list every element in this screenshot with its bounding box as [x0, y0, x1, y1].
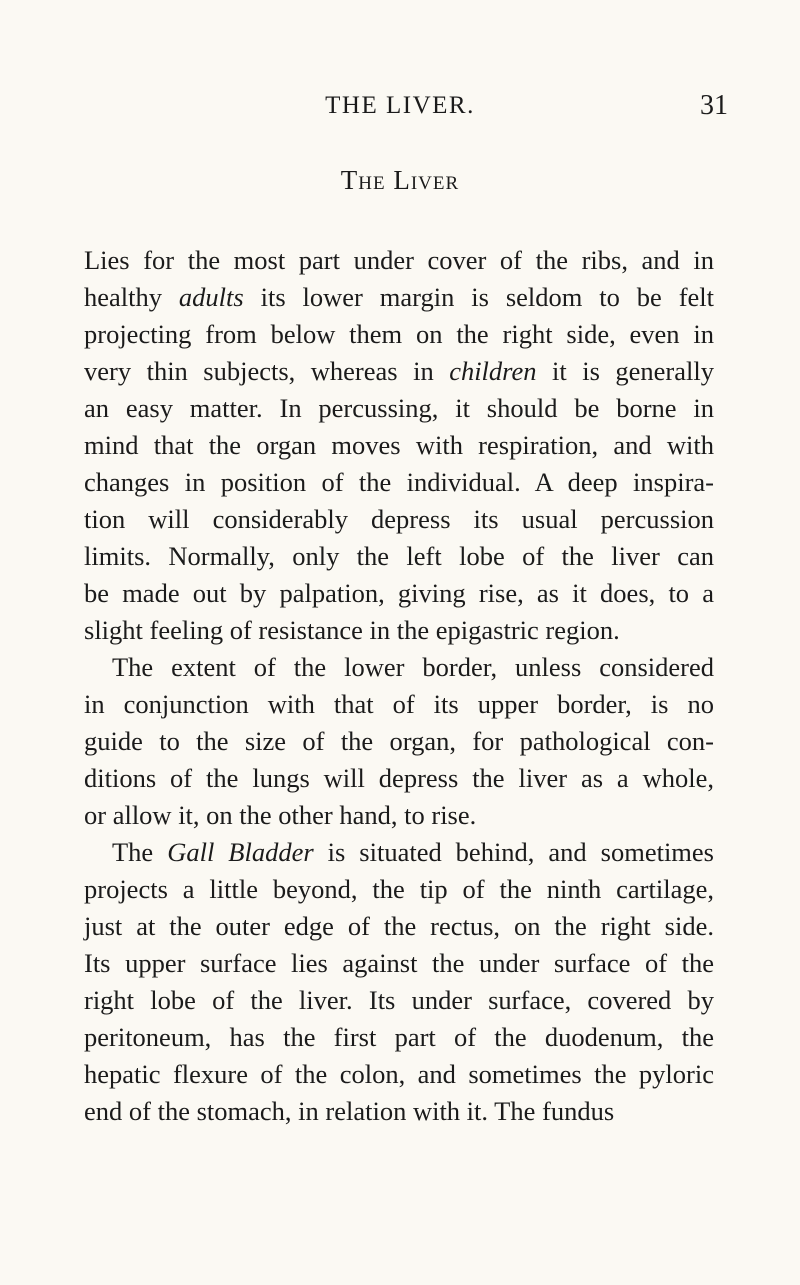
text-run: ditions of the lungs will depress the liver as a whole, [84, 763, 714, 793]
text-line [84, 575, 714, 612]
text-run: it is generally [536, 356, 714, 386]
text-run: mind that the organ moves with respiration, and with [84, 430, 714, 460]
text-line [84, 760, 714, 797]
text-run: its lower margin is seldom to be felt [243, 282, 715, 312]
text-line [84, 723, 714, 760]
text-run: projects a little beyond, the tip of the ninth cartilage, [84, 874, 714, 904]
text-line [84, 501, 714, 538]
text-line [84, 797, 714, 834]
text-line [84, 908, 714, 945]
paragraph [84, 649, 714, 834]
text-run: hepatic flexure of the colon, and sometimes the pyloric [84, 1059, 714, 1089]
text-line [84, 649, 714, 686]
text-line [84, 834, 714, 871]
text-line [84, 871, 714, 908]
text-line [84, 538, 714, 575]
text-run: The extent of the lower border, unless considered [112, 652, 714, 682]
text-run: just at the outer edge of the rectus, on the right side. [84, 911, 714, 941]
text-run: projecting from below them on the right side, even in [84, 319, 714, 349]
text-run: or allow it, on the other hand, to rise. [84, 800, 477, 830]
italic-term: adults [178, 282, 244, 312]
text-line [84, 427, 714, 464]
text-run: right lobe of the liver. Its under surface, covered by [84, 985, 714, 1015]
text-run: peritoneum, has the first part of the duodenum, the [84, 1022, 714, 1052]
text-run: changes in position of the individual. A deep inspira- [84, 467, 714, 497]
text-run: Lies for the most part under cover of the ribs, and in [84, 245, 714, 275]
text-line [84, 390, 714, 427]
text-run: tion will considerably depress its usual percussion [84, 504, 714, 534]
text-line [84, 686, 714, 723]
text-run: slight feeling of resistance in the epigastric region. [84, 615, 620, 645]
text-line [84, 1056, 714, 1093]
italic-term: Gall Bladder [167, 837, 314, 867]
text-run: in conjunction with that of its upper border, is no [84, 689, 714, 719]
text-line [84, 316, 714, 353]
paragraph [84, 834, 714, 1130]
paragraph [84, 242, 714, 649]
text-run: Its upper surface lies against the under surface of the [84, 948, 714, 978]
page-number: 31 [700, 90, 728, 121]
text-run: healthy [84, 282, 179, 312]
text-line [84, 1093, 714, 1130]
text-run: be made out by palpation, giving rise, as it does, to a [84, 578, 714, 608]
text-line [84, 464, 714, 501]
text-run: guide to the size of the organ, for pathological con- [84, 726, 714, 756]
text-line [84, 612, 714, 649]
text-run: an easy matter. In percussing, it should be borne in [84, 393, 714, 423]
text-run: limits. Normally, only the left lobe of the liver can [84, 541, 714, 571]
text-line [84, 279, 714, 316]
text-run: very thin subjects, whereas in [84, 356, 450, 386]
italic-term: children [449, 356, 537, 386]
running-head: THE LIVER. [325, 92, 475, 119]
text-line [84, 1019, 714, 1056]
text-line [84, 242, 714, 279]
text-line [84, 945, 714, 982]
text-run: end of the stomach, in relation with it. The fundus [84, 1096, 615, 1126]
text-line [84, 982, 714, 1019]
text-run: The [112, 837, 168, 867]
section-title: The Liver [340, 165, 460, 195]
text-line [84, 353, 714, 390]
body-text [84, 242, 714, 1130]
text-run: is situated behind, and sometimes [313, 837, 714, 867]
